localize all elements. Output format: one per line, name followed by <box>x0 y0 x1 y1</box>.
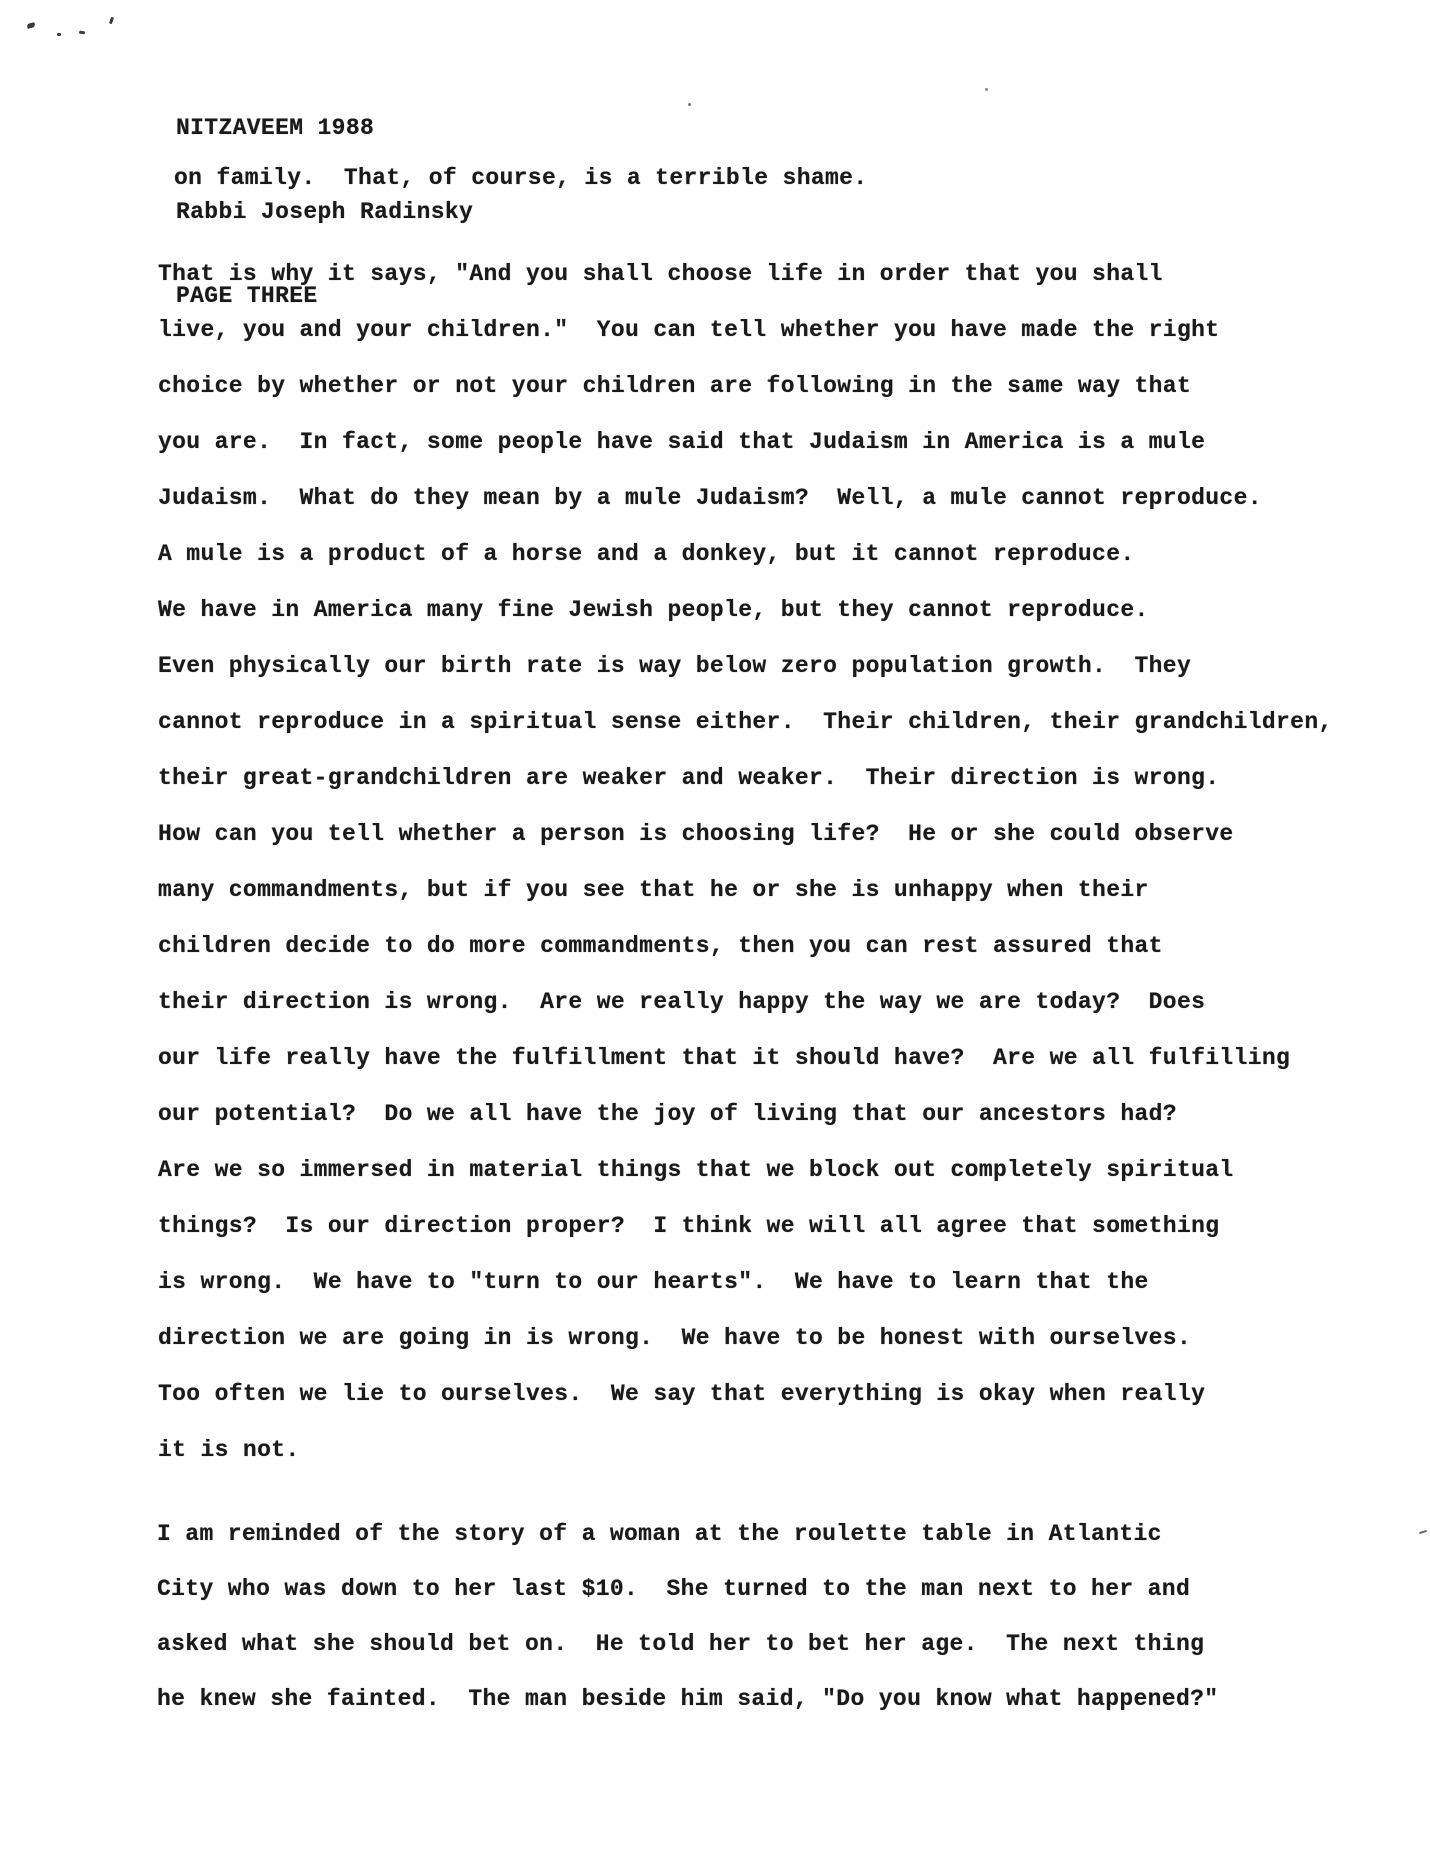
text-line: many commandments, but if you see that he or she is unhappy when their <box>158 877 1149 903</box>
text-line: That is why it says, "And you shall choose life in order that you shall <box>158 261 1163 287</box>
text-line: City who was down to her last $10. She turned to the man next to her and <box>157 1576 1191 1602</box>
document-author: Rabbi Joseph Radinsky <box>176 199 474 225</box>
paragraph-choose-life <box>158 261 1333 1493</box>
text-line: their great-grandchildren are weaker and weaker. Their direction is wrong. <box>158 765 1220 791</box>
scan-speck <box>27 22 36 29</box>
text-line: our potential? Do we all have the joy of living that our ancestors had? <box>158 1101 1177 1127</box>
text-line: live, you and your children." You can tell whether you have made the right <box>158 317 1220 343</box>
text-line: children decide to do more commandments, then you can rest assured that <box>158 933 1163 959</box>
paragraph-intro <box>174 165 867 192</box>
text-line: cannot reproduce in a spiritual sense either. Their children, their grandchildren, <box>158 709 1333 735</box>
text-line: I am reminded of the story of a woman at the roulette table in Atlantic <box>157 1521 1162 1547</box>
document-title: NITZAVEEM 1988 <box>176 115 375 141</box>
paragraph-roulette-story <box>157 1521 1218 1741</box>
text-line: How can you tell whether a person is choosing life? He or she could observe <box>158 821 1234 847</box>
text-line: Too often we lie to ourselves. We say that everything is okay when really <box>158 1381 1206 1407</box>
text-line: Even physically our birth rate is way below zero population growth. They <box>158 653 1192 679</box>
scan-speck <box>688 103 691 106</box>
text-line: things? Is our direction proper? I think we will all agree that something <box>158 1213 1220 1239</box>
text-line: you are. In fact, some people have said that Judaism in America is a mule <box>158 429 1206 455</box>
scan-speck <box>985 88 988 91</box>
text-line: their direction is wrong. Are we really happy the way we are today? Does <box>158 989 1206 1015</box>
text-line: he knew she fainted. The man beside him said, "Do you know what happened?" <box>157 1686 1219 1712</box>
text-line: it is not. <box>158 1437 300 1463</box>
text-line: asked what she should bet on. He told her to bet her age. The next thing <box>157 1631 1205 1657</box>
text-line: We have in America many fine Jewish people, but they cannot reproduce. <box>158 597 1149 623</box>
text-line: A mule is a product of a horse and a donkey, but it cannot reproduce. <box>158 541 1135 567</box>
scan-speck <box>57 33 61 36</box>
scan-speck <box>79 31 85 35</box>
text-line: Are we so immersed in material things that we block out completely spiritual <box>158 1157 1234 1183</box>
text-line: direction we are going in is wrong. We have to be honest with ourselves. <box>158 1325 1192 1351</box>
text-line: choice by whether or not your children are following in the same way that <box>158 373 1192 399</box>
scan-speck <box>1419 1530 1427 1534</box>
text-line: Judaism. What do they mean by a mule Judaism? Well, a mule cannot reproduce. <box>158 485 1262 511</box>
text-line: our life really have the fulfillment that it should have? Are we all fulfilling <box>158 1045 1291 1071</box>
text-line: is wrong. We have to "turn to our hearts". We have to learn that the <box>158 1269 1149 1295</box>
page-label: PAGE THREE <box>176 283 318 309</box>
text-line: on family. That, of course, is a terrible shame. <box>174 165 868 191</box>
scan-speck <box>109 17 114 25</box>
